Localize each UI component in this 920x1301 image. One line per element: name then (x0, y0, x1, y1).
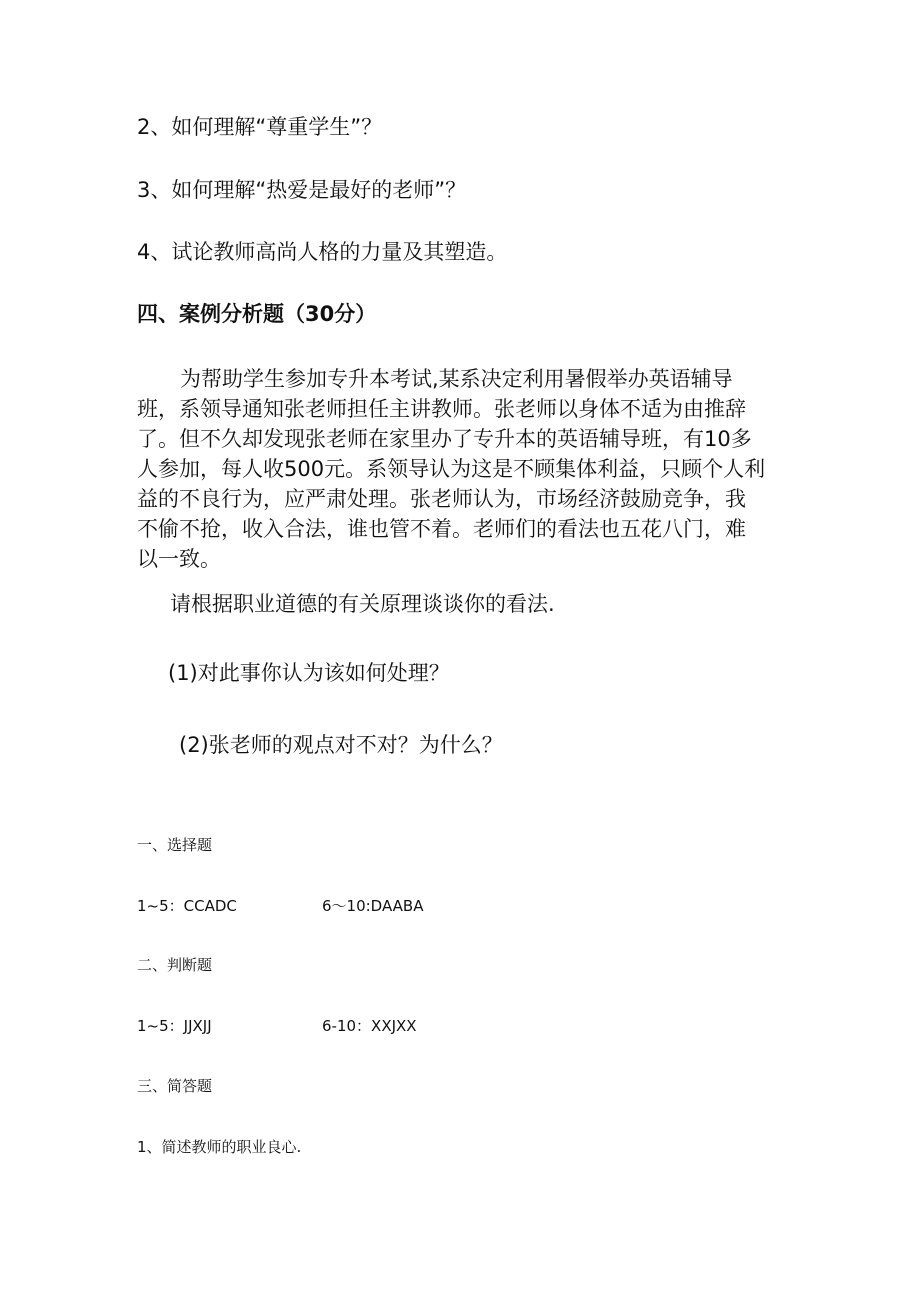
case-line: 益的不良行为，应严肃处理。张老师认为，市场经济鼓励竞争，我 (137, 487, 746, 511)
question-2: 2、如何理解“尊重学生”？ (137, 115, 383, 139)
case-line: 了。但不久却发现张老师在家里办了专升本的英语辅导班，有10多 (137, 427, 752, 451)
answer-choice-heading: 一、选择题 (137, 836, 213, 854)
case-prompt: 请根据职业道德的有关原理谈谈你的看法. (170, 592, 555, 616)
sub-question-1: (1)对此事你认为该如何处理？ (168, 661, 450, 685)
case-line: 为帮助学生参加专升本考试,某系决定利用暑假举办英语辅导 (180, 367, 733, 391)
answer-judge-heading: 二、判断题 (137, 956, 213, 974)
case-line: 不偷不抢，收入合法，谁也管不着。老师们的看法也五花八门，难 (137, 517, 746, 541)
answer-judge-6-10: 6-10：XXJXX (322, 1017, 417, 1035)
answer-choice-6-10: 6～10:DAABA (322, 897, 424, 915)
answer-short-heading: 三、简答题 (137, 1077, 213, 1095)
case-paragraph (137, 364, 792, 574)
answer-short-1: 1、简述教师的职业良心. (137, 1138, 302, 1156)
sub-question-2: (2)张老师的观点对不对？为什么？ (179, 733, 503, 757)
section-4-heading: 四、案例分析题（30分） (137, 302, 377, 326)
answer-choice-1-5: 1~5：CCADC (137, 897, 237, 915)
case-line: 人参加，每人收500元。系领导认为这是不顾集体利益，只顾个人利 (137, 457, 766, 481)
case-line: 以一致。 (137, 547, 221, 571)
answer-judge-1-5: 1~5：JJXJJ (137, 1017, 212, 1035)
question-4: 4、试论教师高尚人格的力量及其塑造。 (137, 240, 508, 264)
case-line: 班，系领导通知张老师担任主讲教师。张老师以身体不适为由推辞 (137, 397, 746, 421)
question-3: 3、如何理解“热爱是最好的老师”？ (137, 178, 467, 202)
